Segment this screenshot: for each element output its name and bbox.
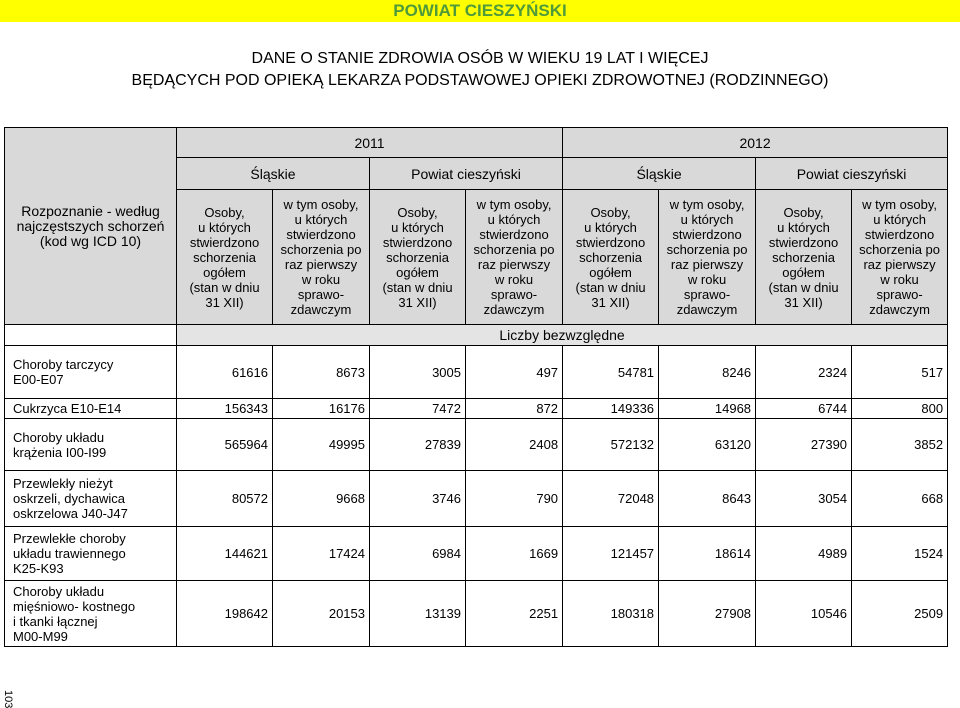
row-label <box>5 346 177 399</box>
column-header-line: raz pierwszy <box>477 257 551 272</box>
table-cell: 80572 <box>177 471 273 527</box>
column-header-line: zdawczym <box>290 302 352 317</box>
column-header-line: (stan w dniu <box>575 279 646 295</box>
column-header-line: schorzenia <box>579 249 642 265</box>
column-header-total <box>177 190 273 325</box>
title-line-1: DANE O STANIE ZDROWIA OSÓB W WIEKU 19 LAT I WIĘCEJ <box>251 50 709 67</box>
column-header-line: sprawo- <box>297 287 345 302</box>
row-label-line: Choroby układu <box>13 429 105 445</box>
table-cell: 8673 <box>273 346 370 399</box>
table-cell: 3746 <box>370 471 466 527</box>
table-cell: 72048 <box>563 471 659 527</box>
column-header-line: 31 XII) <box>205 294 244 310</box>
column-header-line: raz pierwszy <box>284 257 358 272</box>
column-header-line: raz pierwszy <box>670 257 744 272</box>
column-header-line: u których <box>584 219 637 235</box>
page-number: 103 <box>2 690 14 708</box>
table-cell: 198642 <box>177 581 273 647</box>
column-header-line: (stan w dniu <box>189 279 260 295</box>
table-cell: 8643 <box>659 471 756 527</box>
table-cell: 18614 <box>659 527 756 581</box>
column-header-line: w roku <box>494 272 534 287</box>
table-cell: 800 <box>852 399 948 419</box>
row-label <box>5 399 177 419</box>
table-cell: 2251 <box>466 581 563 647</box>
column-header-line: 31 XII) <box>784 294 823 310</box>
region-header: Powiat cieszyński <box>370 158 563 190</box>
column-header-line: Osoby, <box>397 204 438 220</box>
column-header-new <box>659 190 756 325</box>
column-header-line: stwierdzono <box>189 234 260 250</box>
column-header-line: w tym osoby, <box>862 197 937 212</box>
table-cell: 27908 <box>659 581 756 647</box>
table-cell: 497 <box>466 346 563 399</box>
table-cell: 63120 <box>659 419 756 471</box>
column-header-line: ogółem <box>203 264 246 280</box>
column-header-line: w tym osoby, <box>283 197 359 212</box>
table-row <box>5 346 948 399</box>
column-header-line: u których <box>487 212 541 227</box>
column-header-line: 31 XII) <box>591 294 630 310</box>
health-data-table <box>4 127 948 647</box>
table-cell: 2408 <box>466 419 563 471</box>
column-header-line: stwierdzono <box>575 234 646 250</box>
table-row <box>5 419 948 471</box>
table-cell: 1669 <box>466 527 563 581</box>
column-header-line: schorzenia po <box>473 242 555 257</box>
column-header-line: schorzenia po <box>280 242 362 257</box>
row-label-line: i tkanki łącznej <box>13 613 98 629</box>
table-cell: 2509 <box>852 581 948 647</box>
table-cell: 156343 <box>177 399 273 419</box>
column-header-line: stwierdzono <box>479 227 549 242</box>
table-cell: 16176 <box>273 399 370 419</box>
row-label-line: krążenia I00-I99 <box>13 444 107 460</box>
column-header-total <box>756 190 852 325</box>
column-header-line: schorzenia <box>386 249 449 265</box>
row-label-line: M00-M99 <box>13 628 68 644</box>
row-label-line: E00-E07 <box>13 372 64 387</box>
title-line-2: BĘDĄCYCH POD OPIEKĄ LEKARZA PODSTAWOWEJ OPIEKI ZDROWOTNEJ (RODZINNEGO) <box>131 72 829 89</box>
region-banner: POWIAT CIESZYŃSKI <box>0 0 960 22</box>
table-cell: 14968 <box>659 399 756 419</box>
table-row <box>5 399 948 419</box>
column-header-line: zdawczym <box>483 302 545 317</box>
table-cell: 27839 <box>370 419 466 471</box>
row-label-line: mięśniowo- kostnego <box>13 598 136 614</box>
column-header-line: stwierdzono <box>672 227 742 242</box>
row-label-header: Rozpoznanie - według najczęstszych schorzeń (kod wg ICD 10) <box>5 128 177 325</box>
column-header-line: u których <box>680 212 734 227</box>
column-header-line: stwierdzono <box>382 234 453 250</box>
row-label-line: oskrzeli, dychawica <box>13 491 125 506</box>
table-cell: 10546 <box>756 581 852 647</box>
region-header: Powiat cieszyński <box>756 158 948 190</box>
table-row <box>5 471 948 527</box>
column-header-new <box>466 190 563 325</box>
row-label-line: Cukrzyca E10-E14 <box>13 401 122 416</box>
column-header-line: u których <box>777 219 830 235</box>
page-title <box>0 48 960 92</box>
column-header-line: ogółem <box>396 264 439 280</box>
table-cell: 517 <box>852 346 948 399</box>
column-header-line: raz pierwszy <box>863 257 936 272</box>
column-header-line: Osoby, <box>204 204 245 220</box>
column-header-line: (stan w dniu <box>382 279 453 295</box>
row-label-line: K25-K93 <box>13 561 64 576</box>
row-label-line: układu trawiennego <box>13 546 126 561</box>
column-header-line: (stan w dniu <box>768 279 839 295</box>
table-cell: 180318 <box>563 581 659 647</box>
column-header-line: w roku <box>301 272 341 287</box>
table-cell: 27390 <box>756 419 852 471</box>
column-header-line: schorzenia <box>772 249 835 265</box>
table-cell: 49995 <box>273 419 370 471</box>
row-label-line: Choroby układu <box>13 583 105 599</box>
table-cell: 17424 <box>273 527 370 581</box>
column-header-line: schorzenia po <box>666 242 748 257</box>
row-label-line: Przewlekły nieżyt <box>13 476 113 491</box>
column-header-line: u których <box>391 219 444 235</box>
column-header-line: Osoby, <box>590 204 631 220</box>
units-label-spacer <box>5 325 177 346</box>
column-header-total <box>563 190 659 325</box>
column-header-line: sprawo- <box>876 287 923 302</box>
row-label <box>5 419 177 471</box>
table-cell: 144621 <box>177 527 273 581</box>
table-cell: 3005 <box>370 346 466 399</box>
year-header-2012: 2012 <box>563 128 948 158</box>
region-header: Śląskie <box>563 158 756 190</box>
column-header-line: w tym osoby, <box>669 197 745 212</box>
table-cell: 790 <box>466 471 563 527</box>
table-row <box>5 527 948 581</box>
table-cell: 9668 <box>273 471 370 527</box>
year-header-2011: 2011 <box>177 128 563 158</box>
table-cell: 4989 <box>756 527 852 581</box>
column-header-line: zdawczym <box>869 302 930 317</box>
table-cell: 8246 <box>659 346 756 399</box>
table-cell: 61616 <box>177 346 273 399</box>
table-cell: 54781 <box>563 346 659 399</box>
region-header: Śląskie <box>177 158 370 190</box>
row-label <box>5 581 177 647</box>
table-cell: 3054 <box>756 471 852 527</box>
row-label-line: Przewlekłe choroby <box>13 531 126 546</box>
table-cell: 1524 <box>852 527 948 581</box>
table-cell: 149336 <box>563 399 659 419</box>
table-cell: 13139 <box>370 581 466 647</box>
column-header-new <box>852 190 948 325</box>
table-cell: 3852 <box>852 419 948 471</box>
column-header-line: schorzenia po <box>859 242 941 257</box>
column-header-line: u których <box>198 219 251 235</box>
column-header-line: w tym osoby, <box>476 197 552 212</box>
column-header-line: w roku <box>880 272 919 287</box>
table-cell: 6744 <box>756 399 852 419</box>
column-header-line: stwierdzono <box>286 227 356 242</box>
column-header-line: Osoby, <box>783 204 824 220</box>
table-cell: 20153 <box>273 581 370 647</box>
table-cell: 2324 <box>756 346 852 399</box>
row-label-line: oskrzelowa J40-J47 <box>13 506 128 521</box>
column-header-line: sprawo- <box>490 287 538 302</box>
column-header-line: w roku <box>687 272 727 287</box>
column-header-line: ogółem <box>589 264 632 280</box>
column-header-line: u których <box>294 212 348 227</box>
column-header-line: u których <box>873 212 926 227</box>
table-cell: 121457 <box>563 527 659 581</box>
row-label <box>5 527 177 581</box>
column-header-line: stwierdzono <box>768 234 839 250</box>
table-cell: 6984 <box>370 527 466 581</box>
table-cell: 565964 <box>177 419 273 471</box>
column-header-line: sprawo- <box>683 287 731 302</box>
column-header-line: zdawczym <box>676 302 738 317</box>
column-header-total <box>370 190 466 325</box>
table-cell: 7472 <box>370 399 466 419</box>
row-label <box>5 471 177 527</box>
column-header-new <box>273 190 370 325</box>
column-header-line: stwierdzono <box>864 227 935 242</box>
row-label-line: Choroby tarczycy <box>13 357 114 372</box>
column-header-line: 31 XII) <box>398 294 437 310</box>
table-cell: 668 <box>852 471 948 527</box>
table-row <box>5 581 948 647</box>
units-label: Liczby bezwzględne <box>177 325 948 346</box>
column-header-line: schorzenia <box>193 249 256 265</box>
column-header-line: ogółem <box>782 264 825 280</box>
table-cell: 872 <box>466 399 563 419</box>
table-cell: 572132 <box>563 419 659 471</box>
